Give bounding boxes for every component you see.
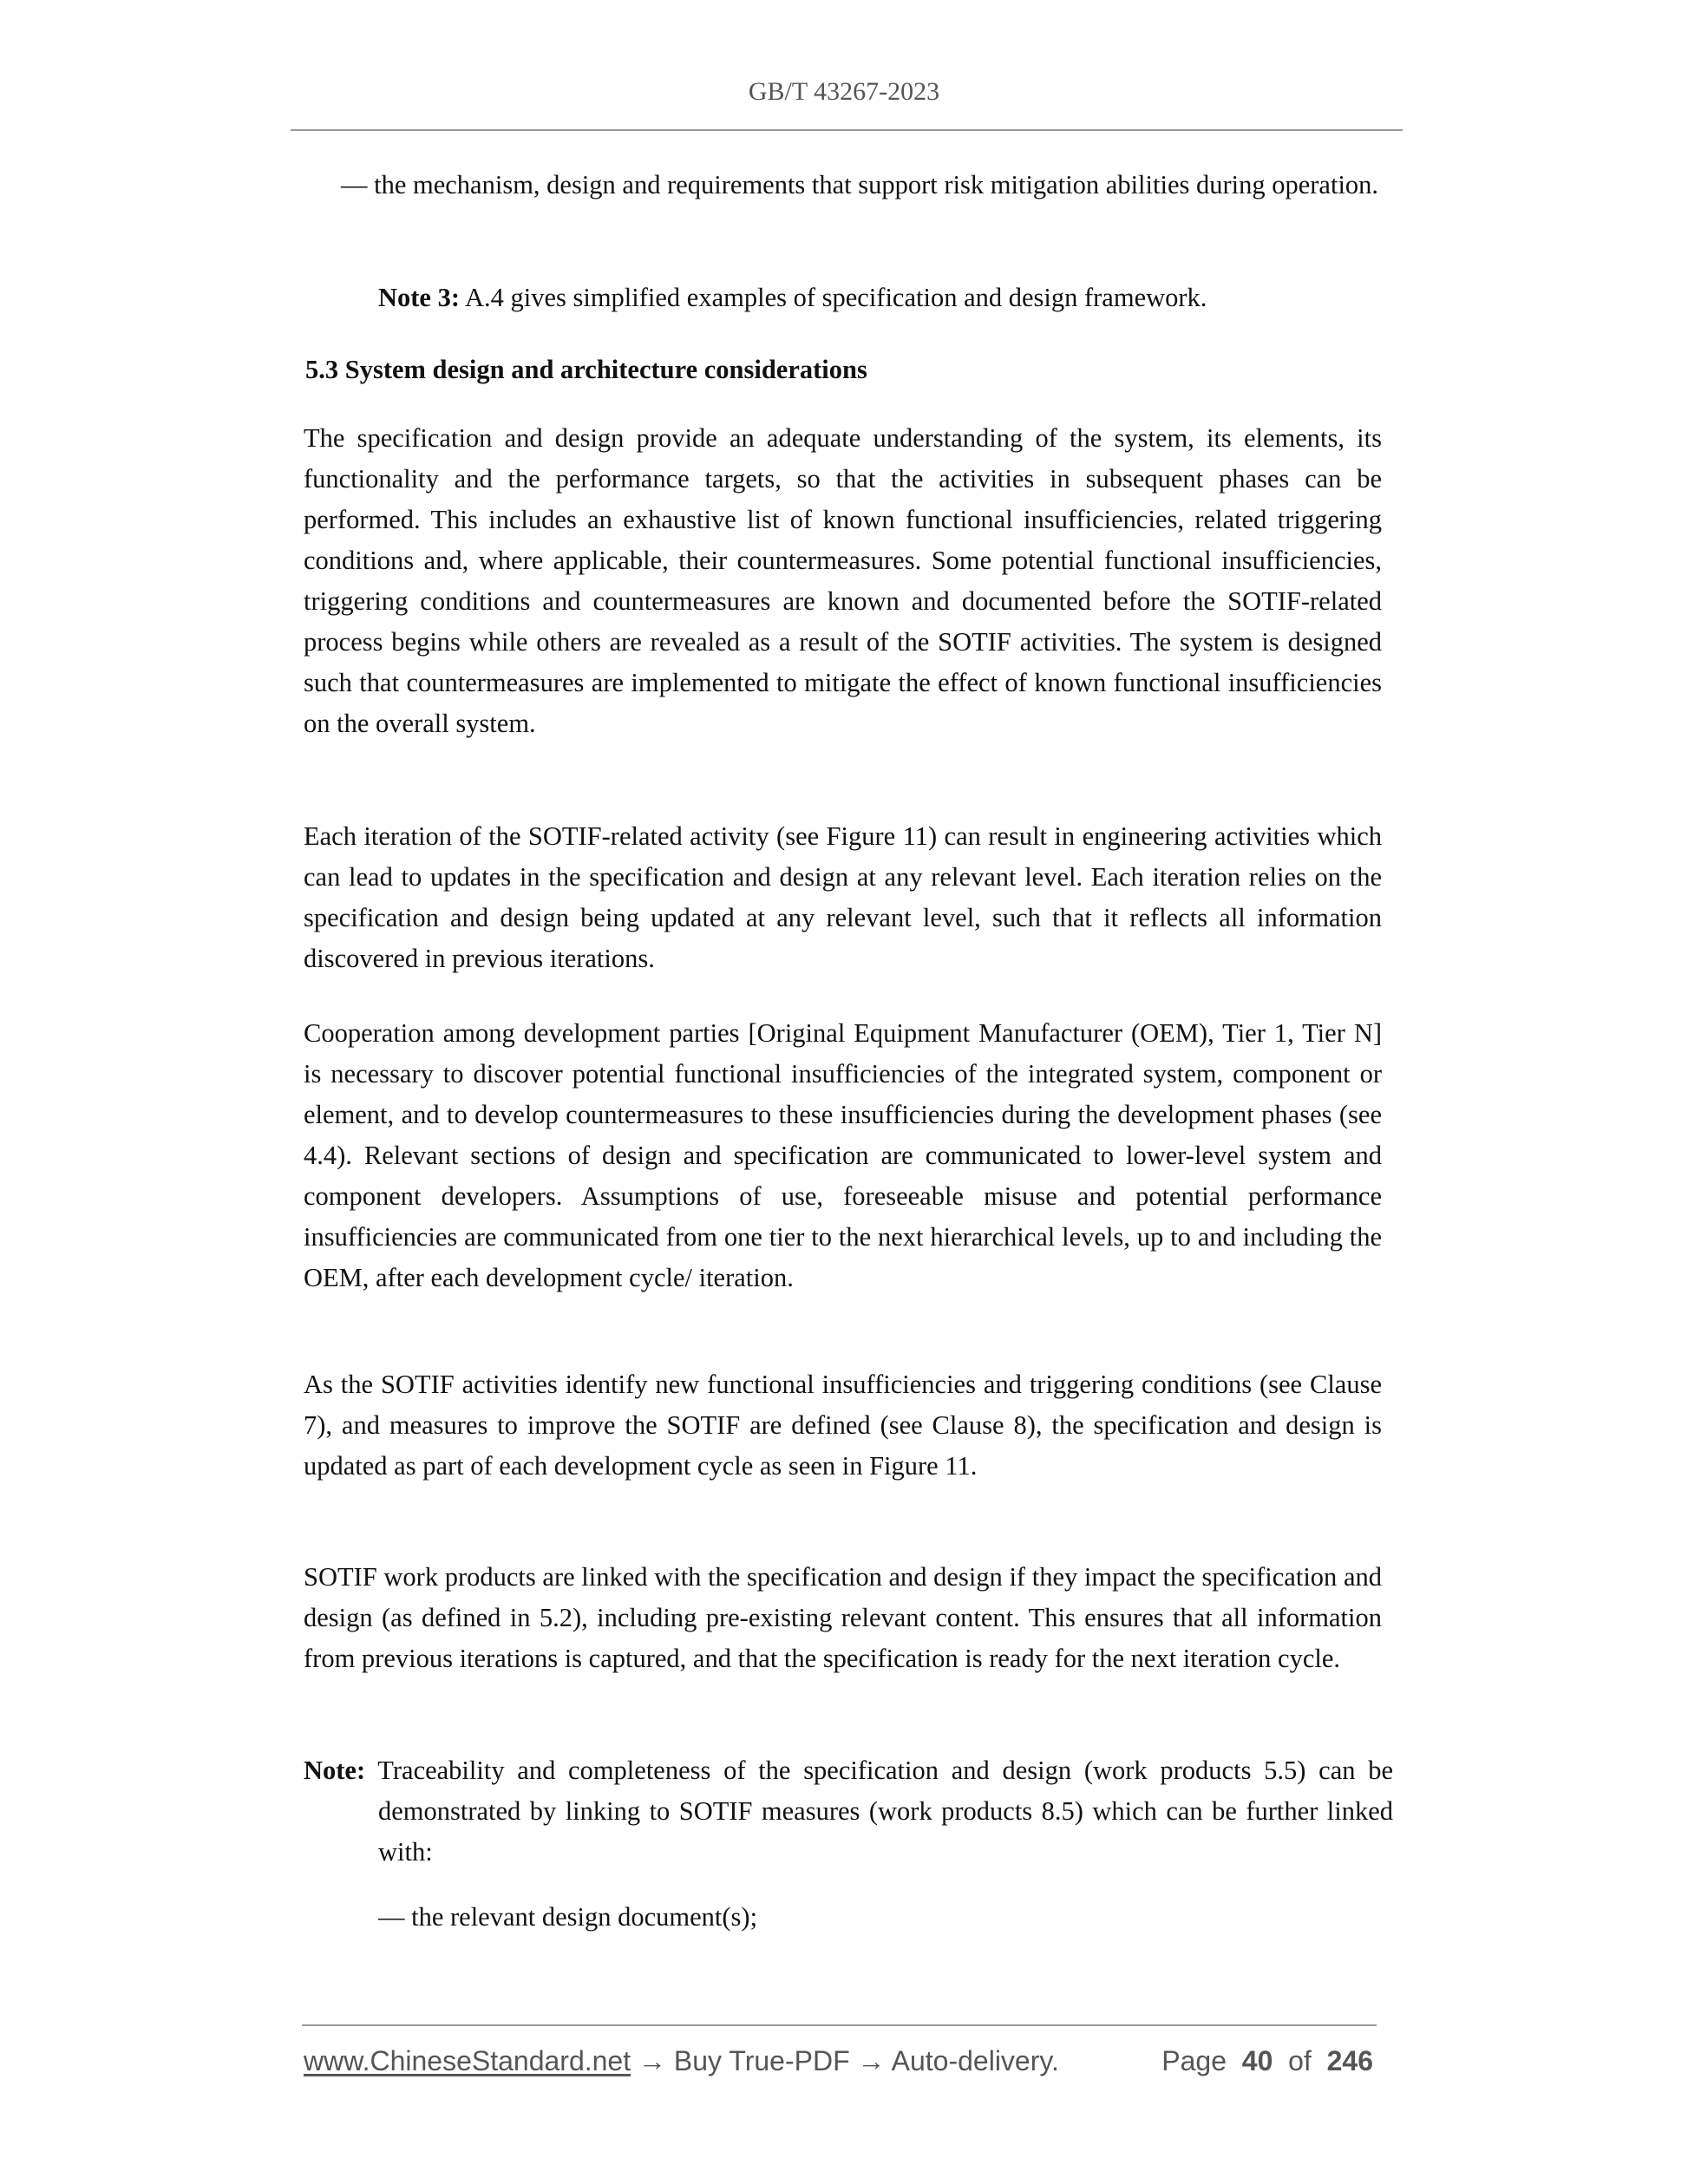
total-pages: 246 <box>1326 2045 1373 2076</box>
page-footer <box>304 2043 1373 2078</box>
list-item-text: the relevant design document(s); <box>411 1902 758 1932</box>
section-heading: 5.3 System design and architecture considerations <box>305 355 867 384</box>
note-traceability <box>304 1750 1393 1873</box>
page-label: Page <box>1161 2045 1227 2076</box>
note-3-text: A.4 gives simplified examples of specification and design framework. <box>460 283 1207 312</box>
arrow-right-icon: → <box>857 2045 886 2076</box>
list-item-text: the mechanism, design and requirements that support risk mitigation abilities during operation. <box>374 170 1379 199</box>
footer-divider <box>302 2024 1377 2026</box>
note-3-label: Note 3: <box>378 283 461 312</box>
running-header: GB/T 43267-2023 <box>748 77 940 106</box>
note-label: Note: <box>304 1756 366 1785</box>
page-number <box>1161 2043 1373 2078</box>
list-item-risk-mitigation <box>304 165 1382 206</box>
paragraph-iteration: Each iteration of the SOTIF-related activity (see Figure 11) can result in engineering activities which can lead to updates in the specification and design at any relevant level. Each iteration relies on the specification and design being updated at any relevant level, such that it reflects all information discovered in previous iterations. <box>304 821 1382 973</box>
em-dash-bullet: — <box>378 1902 405 1932</box>
current-page: 40 <box>1241 2045 1273 2076</box>
note-text: Traceability and completeness of the specification and design (work products 5.5) can be demonstrated by linking to SOTIF measures (work products 8.5) which can be further linked with: <box>365 1756 1393 1867</box>
arrow-right-icon: → <box>638 2045 666 2076</box>
paragraph-work-products: SOTIF work products are linked with the specification and design if they impact the specification and design (as defined in 5.2), including pre-existing relevant content. This ensures that all information from previous iterations is captured, and that the specification is ready for the next iteration cycle. <box>304 1562 1382 1673</box>
footer-promo <box>304 2043 1059 2078</box>
footer-step-buy: Buy True-PDF <box>673 2045 850 2076</box>
page-of-label: of <box>1288 2045 1312 2076</box>
paragraph-cooperation: Cooperation among development parties [Original Equipment Manufacturer (OEM), Tier 1, Tier N] is necessary to discover potential functional insufficiencies of the integrated system, component or element, and to develop countermeasures to these insufficiencies during the development phases (see 4.4). Relevant sections of design and specification are communicated to lower-level system and component developers. Assumptions of use, foreseeable misuse and potential performance insufficiencies are communicated from one tier to the next hierarchical levels, up to and including the OEM, after each development cycle/ iteration. <box>304 1018 1382 1292</box>
paragraph-sotif-activities: As the SOTIF activities identify new functional insufficiencies and triggering conditions (see Clause 7), and measures to improve the SOTIF are defined (see Clause 8), the specification and design is updated as part of each development cycle as seen in Figure 11. <box>304 1370 1382 1481</box>
document-body <box>304 0 1393 1995</box>
paragraph-spec-design: The specification and design provide an adequate understanding of the system, its elements, its functionality and the performance targets, so that the activities in subsequent phases can be performed. This includes an exhaustive list of known functional insufficiencies, related triggering conditions and, where applicable, their countermeasures. Some potential functional insufficiencies, triggering conditions and countermeasures are known and documented before the SOTIF-related process begins while others are revealed as a result of the SOTIF activities. The system is designed such that countermeasures are implemented to mitigate the effect of known functional insufficiencies on the overall system. <box>304 423 1382 738</box>
em-dash-bullet: — <box>341 170 368 199</box>
footer-step-delivery: Auto-delivery. <box>891 2045 1059 2076</box>
website-link[interactable]: www.ChineseStandard.net <box>304 2045 631 2076</box>
list-item-design-documents <box>378 1897 757 1938</box>
note-3 <box>378 278 1382 318</box>
